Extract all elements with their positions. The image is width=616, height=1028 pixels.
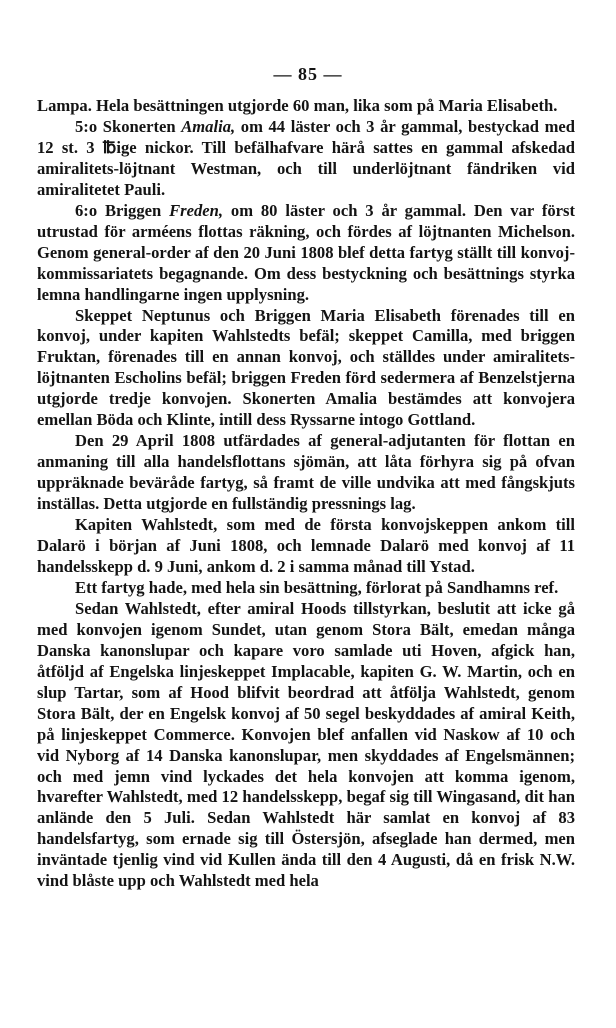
body-text [37,96,575,892]
text-segment: Kapiten Wahlstedt, som med de första konvojskeppen ankom till Dalarö i början af Juni 1808, och lemnade Dalarö med konvoj af 11 handelsskepp d. 9 Juni, ankom d. 2 i samma månad till Ystad. [37,515,575,576]
paragraph [37,599,575,892]
page-number: — 85 — [273,64,343,84]
text-segment: 5:o Skonerten [75,116,182,136]
italic-text: Amalia, [181,116,236,136]
text-segment: om 44 läster och 3 år gammal, bestyckad med 12 st. 3 ℔ige nickor. Till befälhafvare härå sattes en gammal afskedad amiralitets-löjtnant Westman, och till underlöjtnant fändriken vid amiralitetet Pauli. [37,116,576,199]
paragraph [37,201,575,306]
text-segment: Den 29 April 1808 utfärdades af general-adjutanten för flottan en anmaning till alla handelsflottans sjömän, att låta förhyra sig på ofvan uppräknade beväråde fartyg, så framt de ville undvika att med fångskjuts inställas. Detta utgjorde en fullständig pressnings lag. [37,431,575,514]
text-segment: Lampa. Hela besättningen utgjorde 60 man, lika som på Maria Elisabeth. [37,96,558,115]
paragraph [37,117,575,201]
text-segment: om 80 läster och 3 år gammal. Den var först utrustad för arméens flottas räkning, och fördes af löjtnanten Michelson. Genom general-order af den 20 Juni 1808 blef detta fartyg ställt till konvoj-kommissariatets begagnande. Om dess bestyckning och besättnings styrka lemna handlingarne ingen upplysning. [37,200,575,304]
text-segment: 6:o Briggen [75,200,170,220]
text-segment: Sedan Wahlstedt, efter amiral Hoods tillstyrkan, beslutit att icke gå med konvojen igenom Sundet, utan genom Stora Bält, emedan många Danska kanonslupar och kapare voro samlade uti Hoven, afgick han, åtföljd af Engelska linjeskeppet Implacable, kapiten G. W. Martin, och en slup Tartar, som af Hood blifvit beordrad att åtfölja Wahlstedt, genom Stora Bält, der en Engelsk konvoj af 50 segel beskyddades af amiral Keith, på linjeskeppet Commerce. Konvojen blef anfallen vid Naskow af 10 och vid Nyborg af 14 Danska kanonslupar, men skyddades af Engelsmännen; och med jemn vind lyckades det hela konvojen att komma igenom, hvarefter Wahlstedt, med 12 handelsskepp, begaf sig till Wingasand, dit han anlände den 5 Juli. Sedan Wahlstedt här samlat en konvoj af 83 handelsfartyg, som ernade sig till Östersjön, afseglade han dermed, men inväntade tjenlig vind vid Kullen ända till den 4 Augusti, då en frisk N.W. vind blåste upp och Wahlstedt med hela [37,598,575,891]
text-segment: Skeppet Neptunus och Briggen Maria Elisabeth förenades till en konvoj, under kapiten Wahlstedts befäl; skeppet Camilla, med briggen Fruktan, förenades till en annan konvoj, och ställdes under amiralitets-löjtnanten Escholins befäl; briggen Freden förd sedermera af Benzelstjerna utgjorde tredje konvojen. Skonerten Amalia bestämdes att konvojera emellan Böda och Klinte, intill dess Ryssarne intogo Gottland. [37,305,575,430]
paragraph [37,578,575,599]
paragraph [37,96,575,117]
paragraph [37,306,575,432]
italic-text: Freden, [169,200,224,220]
text-segment: Ett fartyg hade, med hela sin besättning, förlorat på Sandhamns ref. [75,577,559,597]
paragraph [37,431,575,515]
paragraph [37,515,575,578]
